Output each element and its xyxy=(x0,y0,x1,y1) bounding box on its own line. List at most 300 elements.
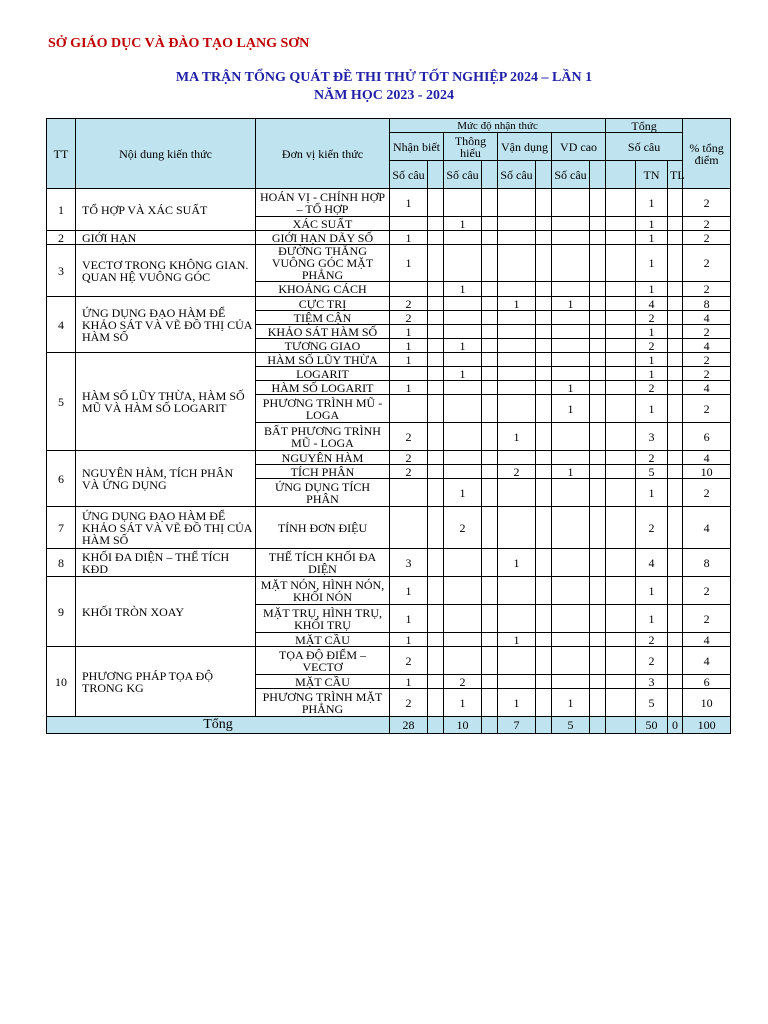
row-th: 1 xyxy=(444,479,482,507)
row-tt: 9 xyxy=(47,577,76,647)
row-th xyxy=(444,325,482,339)
row-blank xyxy=(536,465,552,479)
row-vdc xyxy=(552,423,590,451)
row-vd: 1 xyxy=(498,549,536,577)
table-row xyxy=(47,189,731,217)
row-tn: 1 xyxy=(636,605,668,633)
row-vd xyxy=(498,353,536,367)
row-blank xyxy=(590,507,606,549)
row-blank xyxy=(428,381,444,395)
row-content: PHƯƠNG PHÁP TỌA ĐỘ TRONG KG xyxy=(76,647,256,717)
row-blank xyxy=(536,633,552,647)
row-vd xyxy=(498,577,536,605)
row-blank xyxy=(428,339,444,353)
row-blank xyxy=(606,245,636,282)
row-blank xyxy=(482,339,498,353)
row-nb: 2 xyxy=(390,311,428,325)
row-tl xyxy=(668,189,683,217)
row-blank xyxy=(482,367,498,381)
row-vd xyxy=(498,605,536,633)
header-blank xyxy=(590,161,606,189)
row-blank xyxy=(536,189,552,217)
row-blank xyxy=(482,675,498,689)
row-blank xyxy=(536,353,552,367)
row-unit: HÀM SỐ LŨY THỪA xyxy=(256,353,390,367)
row-pct: 6 xyxy=(683,423,731,451)
row-pct: 2 xyxy=(683,479,731,507)
row-blank xyxy=(590,633,606,647)
row-unit: TÍNH ĐƠN ĐIỆU xyxy=(256,507,390,549)
row-blank xyxy=(482,689,498,717)
row-th: 1 xyxy=(444,367,482,381)
row-unit: ỨNG DỤNG TÍCH PHÂN xyxy=(256,479,390,507)
row-blank xyxy=(606,297,636,311)
row-vdc xyxy=(552,675,590,689)
header-unit: Đơn vị kiến thức xyxy=(256,119,390,189)
row-blank xyxy=(590,479,606,507)
row-vd xyxy=(498,339,536,353)
row-blank xyxy=(606,465,636,479)
row-vdc: 1 xyxy=(552,395,590,423)
row-content: VECTƠ TRONG KHÔNG GIAN. QUAN HỆ VUÔNG GÓC xyxy=(76,245,256,297)
row-blank xyxy=(482,577,498,605)
header-socau: Số câu xyxy=(606,133,683,161)
row-tl xyxy=(668,605,683,633)
row-nb: 1 xyxy=(390,577,428,605)
header-tl: TL xyxy=(668,161,683,189)
row-blank xyxy=(482,353,498,367)
row-blank xyxy=(606,282,636,297)
row-blank xyxy=(482,605,498,633)
row-blank xyxy=(536,647,552,675)
header-vd: Vận dụng xyxy=(498,133,552,161)
row-tn: 2 xyxy=(636,647,668,675)
row-tl xyxy=(668,231,683,245)
row-blank xyxy=(428,231,444,245)
row-blank xyxy=(482,633,498,647)
row-blank xyxy=(536,675,552,689)
row-unit: MẶT CẦU xyxy=(256,675,390,689)
row-vd xyxy=(498,231,536,245)
row-blank xyxy=(606,395,636,423)
row-tn: 4 xyxy=(636,549,668,577)
row-pct: 4 xyxy=(683,633,731,647)
row-nb: 1 xyxy=(390,353,428,367)
footer-pct: 100 xyxy=(683,717,731,734)
row-th xyxy=(444,577,482,605)
row-blank xyxy=(606,675,636,689)
row-vdc xyxy=(552,231,590,245)
row-pct: 10 xyxy=(683,465,731,479)
row-pct: 4 xyxy=(683,381,731,395)
row-blank xyxy=(590,367,606,381)
header-vdc: VD cao xyxy=(552,133,606,161)
row-blank xyxy=(536,689,552,717)
row-blank xyxy=(482,647,498,675)
row-vdc xyxy=(552,353,590,367)
table-row xyxy=(47,231,731,245)
row-pct: 2 xyxy=(683,577,731,605)
row-vd xyxy=(498,395,536,423)
row-vdc xyxy=(552,479,590,507)
table-row xyxy=(47,353,731,367)
row-blank xyxy=(536,577,552,605)
row-blank xyxy=(428,451,444,465)
row-blank xyxy=(428,367,444,381)
footer-label: Tổng xyxy=(47,717,390,734)
row-nb: 1 xyxy=(390,189,428,217)
row-vd xyxy=(498,325,536,339)
row-content: ỨNG DỤNG ĐẠO HÀM ĐỂ KHẢO SÁT VÀ VẼ ĐỒ THỊ CỦA HÀM SỐ xyxy=(76,297,256,353)
table-row xyxy=(47,451,731,465)
row-tn: 2 xyxy=(636,339,668,353)
row-unit: BẤT PHƯƠNG TRÌNH MŨ - LOGA xyxy=(256,423,390,451)
row-tl xyxy=(668,479,683,507)
row-tl xyxy=(668,282,683,297)
row-th xyxy=(444,549,482,577)
row-tl xyxy=(668,633,683,647)
row-blank xyxy=(606,549,636,577)
row-tl xyxy=(668,367,683,381)
row-th xyxy=(444,633,482,647)
row-blank xyxy=(590,577,606,605)
row-blank xyxy=(482,231,498,245)
footer-blank xyxy=(482,717,498,734)
row-vdc xyxy=(552,189,590,217)
row-blank xyxy=(536,451,552,465)
row-blank xyxy=(536,549,552,577)
row-vdc xyxy=(552,577,590,605)
row-blank xyxy=(482,465,498,479)
row-blank xyxy=(482,282,498,297)
row-nb: 2 xyxy=(390,689,428,717)
row-vdc xyxy=(552,245,590,282)
row-blank xyxy=(606,633,636,647)
row-vdc xyxy=(552,647,590,675)
row-vd xyxy=(498,367,536,381)
row-pct: 2 xyxy=(683,395,731,423)
row-tt: 6 xyxy=(47,451,76,507)
row-pct: 10 xyxy=(683,689,731,717)
row-th xyxy=(444,465,482,479)
row-blank xyxy=(428,675,444,689)
row-th xyxy=(444,189,482,217)
row-blank xyxy=(482,325,498,339)
header-tt: TT xyxy=(47,119,76,189)
row-blank xyxy=(590,381,606,395)
row-pct: 6 xyxy=(683,675,731,689)
row-vd xyxy=(498,507,536,549)
row-th: 1 xyxy=(444,339,482,353)
row-th xyxy=(444,245,482,282)
row-blank xyxy=(536,479,552,507)
row-vd xyxy=(498,675,536,689)
row-unit: GIỚI HẠN DÃY SỐ xyxy=(256,231,390,245)
row-pct: 4 xyxy=(683,451,731,465)
row-th xyxy=(444,353,482,367)
row-blank xyxy=(536,395,552,423)
row-vdc: 1 xyxy=(552,297,590,311)
row-blank xyxy=(606,577,636,605)
row-tn: 2 xyxy=(636,381,668,395)
row-unit: PHƯƠNG TRÌNH MŨ - LOGA xyxy=(256,395,390,423)
row-blank xyxy=(606,605,636,633)
row-nb xyxy=(390,395,428,423)
row-blank xyxy=(428,647,444,675)
row-vdc: 1 xyxy=(552,689,590,717)
row-pct: 2 xyxy=(683,353,731,367)
row-vdc xyxy=(552,325,590,339)
row-tn: 2 xyxy=(636,311,668,325)
row-tn: 3 xyxy=(636,675,668,689)
row-pct: 2 xyxy=(683,245,731,282)
row-tn: 1 xyxy=(636,577,668,605)
row-nb: 1 xyxy=(390,381,428,395)
row-blank xyxy=(590,339,606,353)
row-th xyxy=(444,297,482,311)
row-nb: 1 xyxy=(390,675,428,689)
row-blank xyxy=(606,689,636,717)
row-blank xyxy=(590,423,606,451)
header-percent: % tổng điểm xyxy=(683,119,731,189)
row-vdc: 1 xyxy=(552,381,590,395)
row-blank xyxy=(536,507,552,549)
row-tn: 1 xyxy=(636,353,668,367)
row-nb: 1 xyxy=(390,339,428,353)
row-nb xyxy=(390,282,428,297)
header-socau-vdc: Số câu xyxy=(552,161,590,189)
row-tt: 8 xyxy=(47,549,76,577)
row-blank xyxy=(428,465,444,479)
row-tt: 1 xyxy=(47,189,76,231)
row-vdc xyxy=(552,339,590,353)
row-blank xyxy=(428,282,444,297)
footer-th: 10 xyxy=(444,717,482,734)
row-blank xyxy=(536,282,552,297)
row-pct: 4 xyxy=(683,647,731,675)
row-pct: 4 xyxy=(683,507,731,549)
row-blank xyxy=(590,353,606,367)
row-blank xyxy=(606,325,636,339)
row-tn: 1 xyxy=(636,217,668,231)
row-blank xyxy=(590,325,606,339)
row-blank xyxy=(606,381,636,395)
row-pct: 2 xyxy=(683,605,731,633)
row-pct: 2 xyxy=(683,325,731,339)
row-tl xyxy=(668,311,683,325)
row-blank xyxy=(482,217,498,231)
row-tl xyxy=(668,689,683,717)
footer-vd: 7 xyxy=(498,717,536,734)
row-th: 2 xyxy=(444,675,482,689)
header-socau-nb: Số câu xyxy=(390,161,428,189)
row-tt: 3 xyxy=(47,245,76,297)
row-blank xyxy=(590,647,606,675)
row-tn: 5 xyxy=(636,465,668,479)
row-tl xyxy=(668,451,683,465)
footer-nb: 28 xyxy=(390,717,428,734)
row-blank xyxy=(606,507,636,549)
row-tn: 3 xyxy=(636,423,668,451)
row-tl xyxy=(668,339,683,353)
row-tt: 5 xyxy=(47,353,76,451)
row-vdc xyxy=(552,367,590,381)
row-blank xyxy=(536,297,552,311)
row-blank xyxy=(536,423,552,451)
row-blank xyxy=(590,282,606,297)
row-blank xyxy=(590,189,606,217)
row-tn: 5 xyxy=(636,689,668,717)
row-unit: CỰC TRỊ xyxy=(256,297,390,311)
row-tn: 1 xyxy=(636,245,668,282)
row-vdc xyxy=(552,217,590,231)
row-blank xyxy=(606,479,636,507)
row-blank xyxy=(482,507,498,549)
header-total: Tổng xyxy=(606,119,683,133)
header-blank xyxy=(428,161,444,189)
row-tn: 1 xyxy=(636,189,668,217)
row-blank xyxy=(428,577,444,605)
row-blank xyxy=(482,395,498,423)
row-unit: TỌA ĐỘ ĐIỂM – VECTƠ xyxy=(256,647,390,675)
row-unit: TÍCH PHÂN xyxy=(256,465,390,479)
row-blank xyxy=(482,479,498,507)
row-content: HÀM SỐ LŨY THỪA, HÀM SỐ MŨ VÀ HÀM SỐ LOGARIT xyxy=(76,353,256,451)
footer-blank xyxy=(590,717,606,734)
row-vd xyxy=(498,282,536,297)
header-content: Nội dung kiến thức xyxy=(76,119,256,189)
row-tl xyxy=(668,423,683,451)
table-row xyxy=(47,577,731,605)
row-blank xyxy=(536,231,552,245)
row-unit: MẶT CẦU xyxy=(256,633,390,647)
row-vd xyxy=(498,479,536,507)
row-tl xyxy=(668,381,683,395)
row-pct: 2 xyxy=(683,189,731,217)
row-nb xyxy=(390,367,428,381)
row-blank xyxy=(606,451,636,465)
row-blank xyxy=(590,549,606,577)
row-vd xyxy=(498,245,536,282)
row-unit: TƯƠNG GIAO xyxy=(256,339,390,353)
row-blank xyxy=(482,311,498,325)
row-blank xyxy=(606,353,636,367)
row-blank xyxy=(536,325,552,339)
row-unit: THỂ TÍCH KHỐI ĐA DIỆN xyxy=(256,549,390,577)
row-content: KHỐI TRÒN XOAY xyxy=(76,577,256,647)
row-blank xyxy=(482,549,498,577)
table-row xyxy=(47,549,731,577)
row-vd: 1 xyxy=(498,689,536,717)
row-tn: 2 xyxy=(636,451,668,465)
row-blank xyxy=(428,479,444,507)
row-blank xyxy=(606,367,636,381)
row-content: TỔ HỢP VÀ XÁC SUẤT xyxy=(76,189,256,231)
row-th xyxy=(444,423,482,451)
row-blank xyxy=(536,367,552,381)
row-unit: KHẢO SÁT HÀM SỐ xyxy=(256,325,390,339)
row-tn: 4 xyxy=(636,297,668,311)
row-blank xyxy=(428,325,444,339)
row-blank xyxy=(606,217,636,231)
row-tl xyxy=(668,297,683,311)
row-nb xyxy=(390,217,428,231)
row-content: KHỐI ĐA DIỆN – THỂ TÍCH KĐD xyxy=(76,549,256,577)
row-blank xyxy=(606,423,636,451)
row-nb: 1 xyxy=(390,325,428,339)
organization-name: SỞ GIÁO DỤC VÀ ĐÀO TẠO LẠNG SƠN xyxy=(48,36,310,51)
row-vdc xyxy=(552,549,590,577)
footer-vdc: 5 xyxy=(552,717,590,734)
row-vd xyxy=(498,217,536,231)
row-vd: 2 xyxy=(498,465,536,479)
row-nb: 1 xyxy=(390,245,428,282)
row-blank xyxy=(590,297,606,311)
row-th: 1 xyxy=(444,689,482,717)
row-th xyxy=(444,605,482,633)
row-tl xyxy=(668,325,683,339)
row-blank xyxy=(590,675,606,689)
row-th: 1 xyxy=(444,217,482,231)
row-blank xyxy=(428,507,444,549)
row-unit: HOÁN VỊ - CHỈNH HỢP – TỔ HỢP xyxy=(256,189,390,217)
row-vd xyxy=(498,311,536,325)
row-vdc xyxy=(552,633,590,647)
footer-blank xyxy=(606,717,636,734)
header-blank xyxy=(536,161,552,189)
row-blank xyxy=(482,423,498,451)
matrix-body xyxy=(47,189,731,717)
row-blank xyxy=(482,381,498,395)
row-blank xyxy=(428,353,444,367)
header-blank xyxy=(606,161,636,189)
row-blank xyxy=(590,465,606,479)
row-blank xyxy=(536,605,552,633)
footer-blank xyxy=(536,717,552,734)
row-unit: PHƯƠNG TRÌNH MẶT PHẲNG xyxy=(256,689,390,717)
row-vd xyxy=(498,381,536,395)
row-vdc xyxy=(552,605,590,633)
row-blank xyxy=(606,647,636,675)
row-th xyxy=(444,451,482,465)
row-nb: 2 xyxy=(390,423,428,451)
row-blank xyxy=(606,231,636,245)
row-tl xyxy=(668,353,683,367)
header-blank xyxy=(482,161,498,189)
row-blank xyxy=(428,605,444,633)
row-vd xyxy=(498,189,536,217)
row-vd: 1 xyxy=(498,423,536,451)
footer-blank xyxy=(428,717,444,734)
table-row xyxy=(47,507,731,549)
footer-tl: 0 xyxy=(668,717,683,734)
row-tt: 2 xyxy=(47,231,76,245)
row-th xyxy=(444,647,482,675)
row-nb: 2 xyxy=(390,465,428,479)
row-vdc xyxy=(552,507,590,549)
row-blank xyxy=(482,189,498,217)
row-nb xyxy=(390,479,428,507)
exam-matrix-table xyxy=(46,118,731,734)
row-unit: KHOẢNG CÁCH xyxy=(256,282,390,297)
row-pct: 2 xyxy=(683,367,731,381)
header-socau-th: Số câu xyxy=(444,161,482,189)
row-tl xyxy=(668,217,683,231)
row-tl xyxy=(668,245,683,282)
row-pct: 8 xyxy=(683,297,731,311)
row-blank xyxy=(482,245,498,282)
row-tl xyxy=(668,465,683,479)
